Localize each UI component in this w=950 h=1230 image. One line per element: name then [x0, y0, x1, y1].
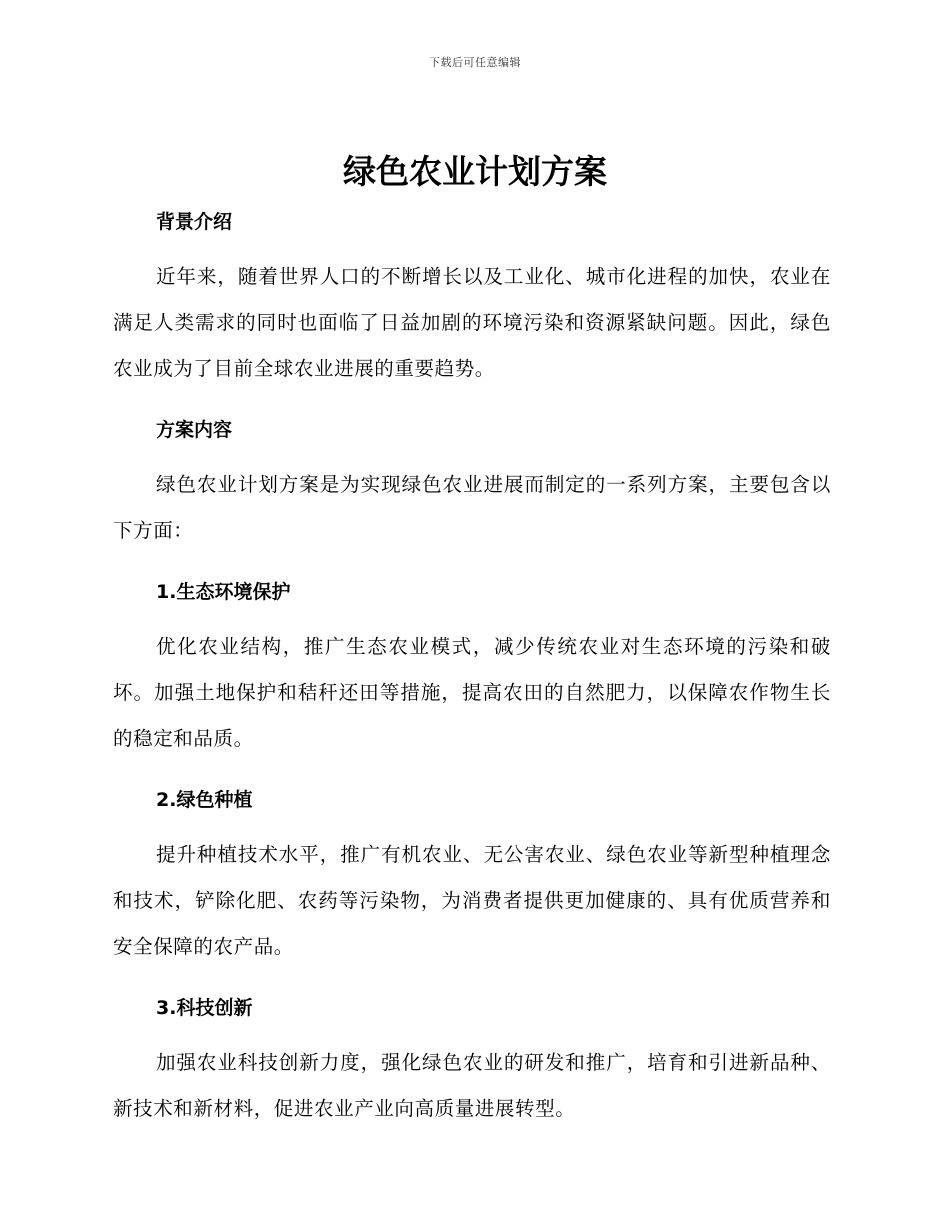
document-title: 绿色农业计划方案: [343, 152, 607, 191]
section-heading-plan-content: 方案内容: [156, 419, 233, 441]
section-heading-background: 背景介绍: [156, 211, 233, 233]
document-body: [113, 196, 831, 1144]
section-paragraph-plan-content: 绿色农业计划方案是为实现绿色农业进展而制定的一系列方案，主要包含以下方面：: [113, 473, 831, 542]
section-heading-ecology: 1.生态环境保护: [156, 581, 291, 603]
section-paragraph-background: 近年来，随着世界人口的不断增长以及工业化、城市化进程的加快，农业在满足人类需求的同时也面临了日益加剧的环境污染和资源紧缺问题。因此，绿色农业成为了目前全球农业进展的重要趋势。: [113, 265, 831, 380]
section-paragraph-ecology: 优化农业结构，推广生态农业模式，减少传统农业对生态环境的污染和破坏。加强土地保护和秸秆还田等措施，提高农田的自然肥力，以保障农作物生长的稳定和品质。: [113, 635, 831, 750]
section-heading-tech-innovation: 3.科技创新: [156, 997, 253, 1019]
section-paragraph-tech-innovation: 加强农业科技创新力度，强化绿色农业的研发和推广，培育和引进新品种、新技术和新材料，促进农业产业向高质量进展转型。: [113, 1051, 831, 1120]
section-heading-green-planting: 2.绿色种植: [156, 789, 253, 811]
section-paragraph-green-planting: 提升种植技术水平，推广有机农业、无公害农业、绿色农业等新型种植理念和技术，铲除化肥、农药等污染物，为消费者提供更加健康的、具有优质营养和安全保障的农产品。: [113, 843, 831, 958]
header-note: 下载后可任意编辑: [429, 56, 521, 69]
